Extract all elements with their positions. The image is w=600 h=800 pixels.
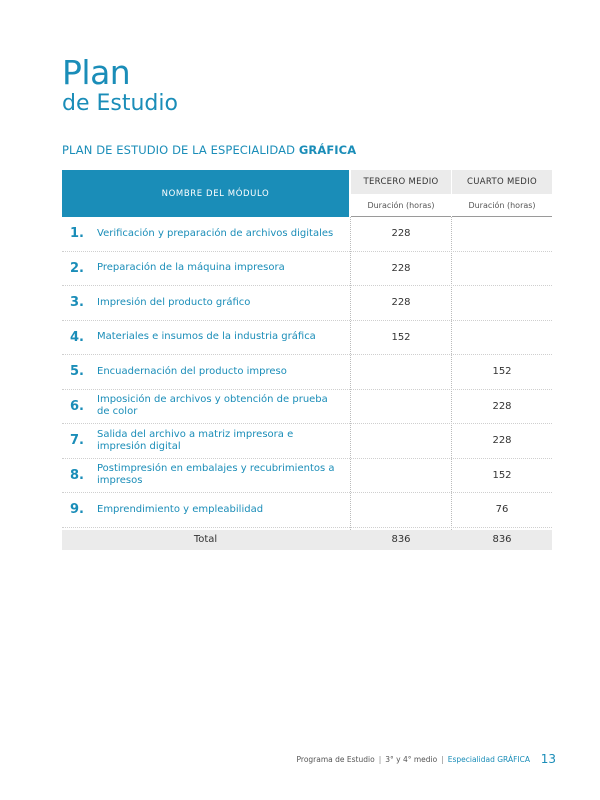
footer-separator: | bbox=[378, 755, 382, 764]
module-name: Imposición de archivos y obtención de prueba de color bbox=[97, 394, 328, 418]
third-year-hours: 152 bbox=[391, 331, 411, 343]
third-year-duration-label: Duración (horas) bbox=[351, 194, 451, 217]
section-heading-specialty: GRÁFICA bbox=[298, 143, 357, 157]
fourth-year-total: 836 bbox=[452, 530, 552, 550]
section-heading-prefix: PLAN DE ESTUDIO DE LA ESPECIALIDAD bbox=[62, 143, 299, 157]
module-name-header: NOMBRE DEL MÓDULO bbox=[62, 170, 349, 217]
third-year-hours: 228 bbox=[391, 228, 411, 240]
module-number: 9. bbox=[70, 502, 84, 518]
table-row bbox=[62, 390, 552, 425]
module-name: Encuadernación del producto impreso bbox=[97, 365, 287, 377]
fourth-year-hours bbox=[452, 217, 552, 251]
module-number: 6. bbox=[70, 398, 84, 414]
table-row bbox=[62, 252, 552, 287]
module-number: 7. bbox=[70, 433, 84, 449]
footer-program: Programa de Estudio bbox=[296, 755, 375, 764]
module-number: 1. bbox=[70, 226, 84, 242]
footer-specialty: Especialidad GRÁFICA bbox=[447, 755, 530, 764]
footer-text bbox=[297, 755, 530, 764]
fourth-year-hours bbox=[452, 252, 552, 286]
module-name: Materiales e insumos de la industria gráfica bbox=[97, 331, 316, 343]
fourth-year-label: CUARTO MEDIO bbox=[452, 170, 552, 194]
fourth-year-hours: 152 bbox=[492, 366, 512, 378]
third-year-hours: 228 bbox=[391, 262, 411, 274]
module-name: Emprendimiento y empleabilidad bbox=[97, 503, 264, 515]
module-number: 5. bbox=[70, 364, 84, 380]
fourth-year-hours: 76 bbox=[495, 504, 509, 516]
module-name: Postimpresión en embalajes y recubrimientos a impresos bbox=[97, 463, 335, 487]
third-year-hours bbox=[351, 424, 451, 458]
table-header bbox=[62, 170, 552, 217]
page-title: Plan bbox=[62, 53, 131, 92]
module-number: 3. bbox=[70, 295, 84, 311]
table-row bbox=[62, 217, 552, 252]
third-year-total: 836 bbox=[351, 530, 451, 550]
third-year-hours bbox=[351, 493, 451, 527]
table-row bbox=[62, 493, 552, 528]
study-plan-table bbox=[62, 170, 552, 550]
third-year-hours bbox=[351, 355, 451, 389]
table-row bbox=[62, 286, 552, 321]
table-row bbox=[62, 321, 552, 356]
page-number: 13 bbox=[540, 752, 556, 766]
fourth-year-header bbox=[452, 170, 552, 217]
footer-separator: | bbox=[441, 755, 444, 764]
fourth-year-hours: 152 bbox=[492, 469, 512, 481]
module-name: Verificación y preparación de archivos digitales bbox=[97, 227, 334, 239]
total-row bbox=[62, 530, 552, 550]
table-row bbox=[62, 459, 552, 494]
module-number: 8. bbox=[70, 467, 84, 483]
footer-level: 3° y 4° medio bbox=[385, 755, 438, 764]
section-heading bbox=[62, 143, 356, 157]
third-year-label: TERCERO MEDIO bbox=[351, 170, 451, 194]
third-year-header bbox=[351, 170, 451, 217]
table-row bbox=[62, 355, 552, 390]
fourth-year-duration-label: Duración (horas) bbox=[452, 194, 552, 217]
table-row bbox=[62, 424, 552, 459]
page-footer bbox=[0, 752, 600, 768]
fourth-year-hours bbox=[452, 286, 552, 320]
third-year-hours: 228 bbox=[391, 297, 411, 309]
fourth-year-hours: 228 bbox=[492, 435, 512, 447]
fourth-year-hours: 228 bbox=[492, 400, 512, 412]
total-label: Total bbox=[193, 534, 218, 545]
third-year-hours bbox=[351, 459, 451, 493]
module-name: Salida del archivo a matriz impresora e impresión digital bbox=[97, 428, 294, 452]
fourth-year-hours bbox=[452, 321, 552, 355]
module-number: 2. bbox=[70, 260, 84, 276]
module-name: Impresión del producto gráfico bbox=[97, 296, 251, 308]
third-year-hours bbox=[351, 390, 451, 424]
page-subtitle: de Estudio bbox=[62, 91, 178, 116]
module-number: 4. bbox=[70, 329, 84, 345]
module-name: Preparación de la máquina impresora bbox=[97, 262, 285, 274]
